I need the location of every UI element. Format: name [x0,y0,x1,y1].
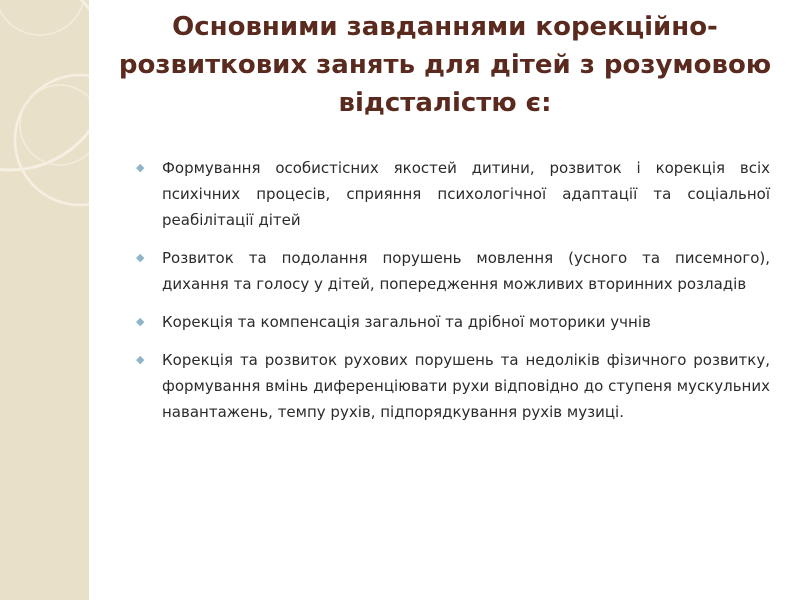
decorative-circle-medium [15,75,89,205]
diamond-bullet-icon: ◆ [136,353,145,366]
slide-title: Основними завданнями корекційно-розвиткових занять для дітей з розумовою відсталістю є: [118,12,772,118]
diamond-bullet-icon: ◆ [136,251,145,264]
decorative-side-panel [0,0,89,600]
bullet-item-3 [136,309,770,335]
decorative-circles [0,0,89,600]
diamond-bullet-icon: ◆ [136,315,145,328]
bullet-item-2 [136,245,770,297]
bullet-text: Корекція та компенсація загальної та дрібної моторики учнів [162,313,651,331]
bullet-item-4 [136,347,770,425]
bullet-text: Корекція та розвиток рухових порушень та недоліків фізичного розвитку, формування вмінь диференціювати рухи відповідно до ступеня мускульних навантажень, темпу рухів, підпорядкування рухів музиці. [162,351,770,421]
bullet-item-1 [136,155,770,233]
bullet-text: Формування особистісних якостей дитини, розвиток і корекція всіх психічних процесів, сприяння психологічної адаптації та соціальної реабілітації дітей [162,159,770,229]
bullet-text: Розвиток та подолання порушень мовлення (усного та писемного), дихання та голосу у дітей, попередження можливих вторинних розладів [162,249,770,293]
bullet-list [136,155,770,437]
decorative-circle-top [0,0,85,35]
diamond-bullet-icon: ◆ [136,161,145,174]
